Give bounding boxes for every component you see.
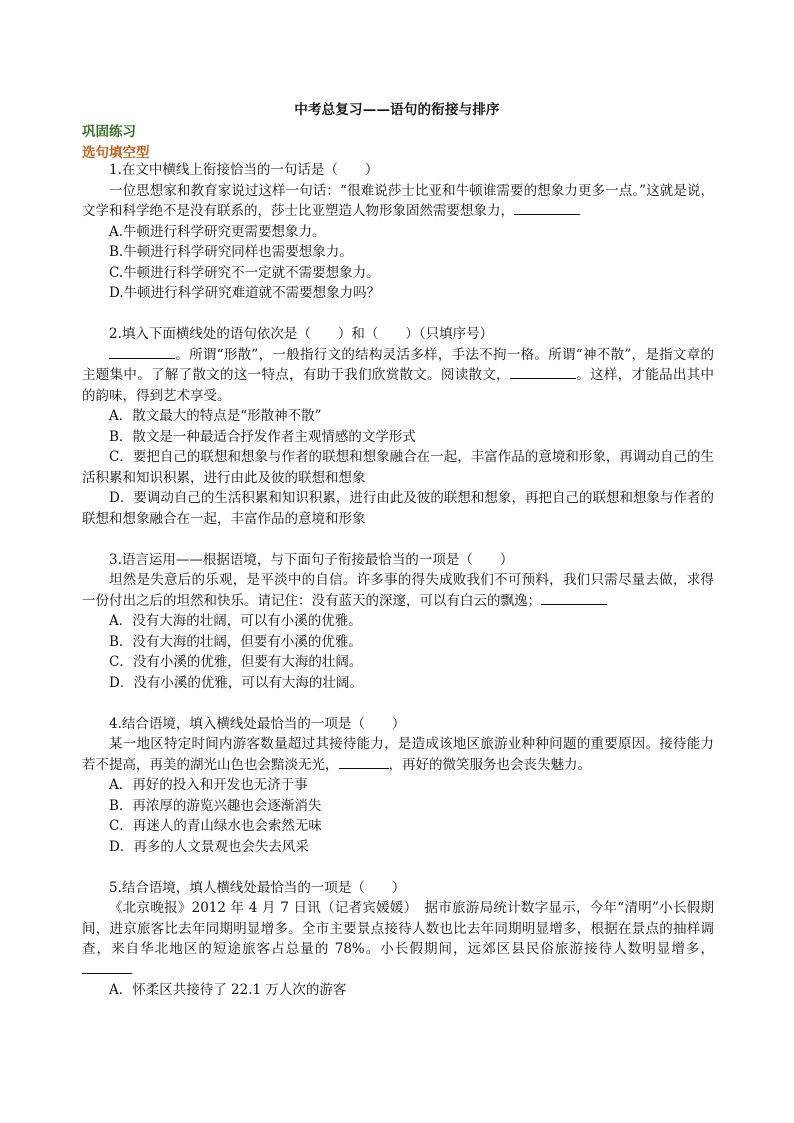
- option-c: C．没有小溪的优雅，但要有大海的壮阔。: [109, 654, 363, 670]
- passage-text: 《北京晚报》2012 年 4 月 7 日讯（记者宾媛媛） 据市旅游局统计数字显示，今年“清明”小长假期间，进京旅客比去年同期明显增多。全市主要景点接待人数也比去年同期明显增多，根据在景点的抽样调查，来自华北地区的短途旅客占总量的 78%。小长假期间，远郊区县民俗旅游接待人数明显增多，: [82, 900, 714, 957]
- question-stem: 5.结合语境，填人横线处最恰当的一项是（ ）: [109, 879, 406, 896]
- option-a: A.牛顿进行科学研究更需要想象力。: [109, 223, 326, 240]
- question-passage: [82, 181, 714, 222]
- passage-text: 。这样，才能品出其中的韵味，得到艺术享受。: [82, 367, 715, 404]
- option-d: D．没有小溪的优雅，可以有大海的壮阔。: [109, 674, 363, 691]
- answer-blank: [109, 345, 175, 359]
- passage-text: 。所谓“形散”，一般指行文的结构灵活多样，手法不拘一格。所谓“神不散”，是指文章的主题集中。了解了散文的这一特点，有助于我们欣赏散文。阅读散文，: [82, 346, 714, 383]
- answer-blank: [82, 960, 132, 974]
- question-passage: [82, 898, 714, 980]
- section-heading-fill-type: 选句填空型: [82, 145, 150, 161]
- answer-blank: [339, 755, 389, 769]
- question-1: [82, 160, 714, 304]
- section-heading-consolidate: 巩固练习: [82, 124, 136, 140]
- option-b: B.牛顿进行科学研究同样也需要想象力。: [109, 244, 353, 260]
- option-a: A．怀柔区共接待了 22.1 万人次的游客: [109, 982, 347, 998]
- passage-text: 坦然是失意后的乐观，是平淡中的自信。许多事的得失成败我们不可预料，我们只需尽量去做，求得一份付出之后的坦然和快乐。请记住：没有蓝天的深邃，可以有白云的飘逸；: [82, 572, 714, 609]
- question-5: [82, 878, 714, 1001]
- question-4: [82, 714, 714, 858]
- question-stem: 3.语言运用——根据语境，与下面句子衔接最恰当的一项是（ ）: [109, 551, 514, 568]
- question-stem: 1.在文中横线上衔接恰当的一句话是（ ）: [109, 162, 379, 178]
- option-c: C.牛顿进行科学研究不一定就不需要想象力。: [109, 264, 380, 281]
- question-passage: [82, 734, 714, 775]
- option-a: A．没有大海的壮阔，可以有小溪的优雅。: [109, 613, 362, 629]
- option-a: A．散文最大的特点是“形散神不散”: [109, 408, 322, 424]
- question-stem: 4.结合语境，填入横线处最恰当的一项是（ ）: [109, 715, 406, 732]
- question-3: [82, 550, 714, 694]
- passage-text: ，再好的微笑服务也会丧失魅力。: [388, 756, 591, 773]
- option-d: D．要调动自己的生活积累和知识积累，进行由此及彼的联想和想象，再把自己的联想和想象与作者的联想和想象融合在一起，丰富作品的意境和形象: [82, 490, 714, 527]
- option-a: A．再好的投入和开发也无济于事: [109, 777, 308, 793]
- option-b: B．没有大海的壮阔，但要有小溪的优雅。: [109, 633, 362, 650]
- question-2: [82, 324, 714, 529]
- question-stem: 2.填入下面横线处的语句依次是（ ）和（ ）（只填序号）: [109, 326, 494, 342]
- option-c: C．再迷人的青山绿水也会索然无味: [109, 818, 322, 834]
- option-b: B．再浓厚的游览兴趣也会逐渐消失: [109, 797, 322, 814]
- questions-container: [82, 160, 714, 1001]
- passage-text: 某一地区特定时间内游客数量超过其接待能力，是造成该地区旅游业种种问题的重要原因。接待能力若不提高，再美的湖光山色也会黯淡无光，: [82, 736, 714, 773]
- question-passage: [82, 345, 714, 407]
- answer-blank: [510, 365, 576, 379]
- passage-text: 一位思想家和教育家说过这样一句话：“很难说莎士比亚和牛顿谁需要的想象力更多一点。”这就是说，文学和科学绝不是没有联系的，莎士比亚塑造人物形象固然需要想象力，: [82, 182, 714, 219]
- option-c: C．要把自己的联想和想象与作者的联想和想象融合在一起，丰富作品的意境和形象，再调动自己的生活积累和知识积累，进行由此及彼的联想和想象: [82, 449, 714, 486]
- option-d: D.牛顿进行科学研究难道就不需要想象力吗？: [109, 285, 381, 301]
- option-d: D．再多的人文景观也会失去风采: [109, 838, 309, 855]
- answer-blank: [541, 591, 607, 605]
- question-passage: [82, 570, 714, 611]
- answer-blank: [514, 201, 580, 215]
- page-title: 中考总复习——语句的衔接与排序: [294, 102, 500, 118]
- option-b: B．散文是一种最适合抒发作者主观情感的文学形式: [109, 428, 416, 445]
